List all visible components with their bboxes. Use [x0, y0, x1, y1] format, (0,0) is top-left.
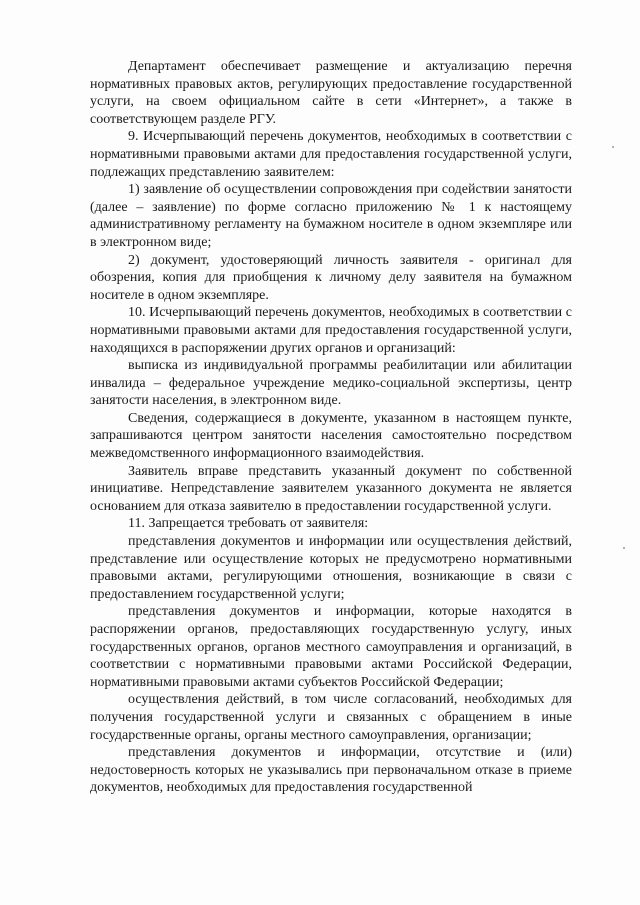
paragraph-own-initiative: Заявитель вправе представить указанный документ по собственной инициативе. Непредставление заявителем указанного документа не является основанием для отказа заявителю в предоставлении государственной услуги. [90, 463, 572, 514]
paragraph-prohibition-3: осуществления действий, в том числе согласований, необходимых для получения государственной услуги и связанных с обращением в иные государственные органы, органы местного самоуправления, организации; [90, 692, 572, 743]
paragraph-prohibition-1: представления документов и информации или осуществления действий, представление или осуществление которых не предусмотрено нормативными правовыми актами, регулирующими отношения, возникающие в связи с предоставлением государственной услуги; [90, 534, 572, 602]
scan-speck [612, 146, 614, 148]
document-body [90, 58, 572, 797]
paragraph-clause-11: 11. Запрещается требовать от заявителя: [128, 516, 369, 532]
paragraph-prohibition-2: представления документов и информации, которые находятся в распоряжении органов, предоставляющих государственную услугу, иных государственных органов, органов местного самоуправления и организаций, в соответствии с нормативными правовыми актами Российской Федерации, нормативными правовыми актами субъектов Российской Федерации; [90, 604, 572, 690]
scan-speck [623, 547, 625, 549]
paragraph-department-publication: Департамент обеспечивает размещение и актуализацию перечня нормативных правовых актов, регулирующих предоставление государственной услуги, на своем официальном сайте в сети «Интернет», а также в соответствующем разделе РГУ. [90, 59, 572, 127]
paragraph-interagency-request: Сведения, содержащиеся в документе, указанном в настоящем пункте, запрашиваются центром занятости населения самостоятельно посредством межведомственного информационного взаимодействия. [90, 410, 572, 462]
paragraph-rehabilitation-extract: выписка из индивидуальной программы реабилитации или абилитации инвалида – федеральное учреждение медико-социальной экспертизы, центр занятости населения, в электронном виде. [90, 358, 572, 409]
paragraph-clause-10: 10. Исчерпывающий перечень документов, необходимых в соответствии с нормативными правовыми актами для предоставления государственной услуги, находящихся в распоряжении других органов и организаций: [90, 305, 572, 356]
paragraph-clause-9: 9. Исчерпывающий перечень документов, необходимых в соответствии с нормативными правовыми актами для предоставления государственной услуги, подлежащих представлению заявителем: [90, 129, 572, 180]
paragraph-item-2-identity-document: 2) документ, удостоверяющий личность заявителя - оригинал для обозрения, копия для приобщения к личному делу заявителя на бумажном носителе в одном экземпляре. [90, 252, 572, 303]
paragraph-prohibition-4: представления документов и информации, отсутствие и (или) недостоверность которых не указывались при первоначальном отказе в приеме документов, необходимых для предоставления государственной [90, 745, 572, 796]
paragraph-item-1-application: 1) заявление об осуществлении сопровождения при содействии занятости (далее – заявление) по форме согласно приложению № 1 к настоящему административному регламенту на бумажном носителе в одном экземпляре или в электронном виде; [90, 182, 572, 250]
